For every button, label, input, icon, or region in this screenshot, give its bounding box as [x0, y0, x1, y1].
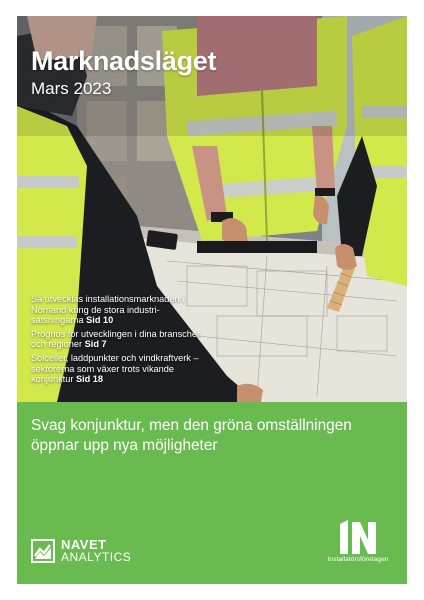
cover-photo [17, 16, 407, 402]
in-logo-icon [338, 520, 378, 554]
title-block [31, 46, 216, 100]
installatorsforetagen-name: Installatörsföretagen [327, 556, 389, 563]
cover [17, 16, 407, 584]
headline-panel [17, 402, 407, 584]
teaser-item [31, 329, 206, 350]
teaser-item [31, 294, 206, 326]
report-title: Marknadsläget [31, 46, 217, 76]
teaser-text: Solceller, laddpunkter och vindkraftverk – sektorerna som växer trots vikande konjunktur [31, 352, 199, 385]
navet-chart-icon [31, 539, 55, 563]
navet-sub: ANALYTICS [61, 550, 132, 564]
cover-headline: Svag konjunktur, men den gröna omställningen öppnar upp nya möjligheter [31, 417, 352, 454]
teaser-list [31, 294, 206, 388]
teaser-page: Sid 18 [75, 374, 104, 385]
teaser-page: Sid 10 [86, 315, 114, 326]
teaser-item [31, 353, 206, 385]
teaser-page: Sid 7 [84, 339, 107, 350]
teaser-text: Prognos för utvecklingen i dina branscher och regioner [31, 328, 201, 350]
navet-name: NAVET [61, 537, 107, 552]
report-subtitle: Mars 2023 [31, 79, 112, 98]
navet-analytics-logo [31, 534, 131, 568]
installatorsforetagen-logo [323, 520, 393, 563]
teaser-text: Så utvecklas installationsmarknaden i Norrland kring de stora industrisatsningarna [31, 294, 185, 326]
